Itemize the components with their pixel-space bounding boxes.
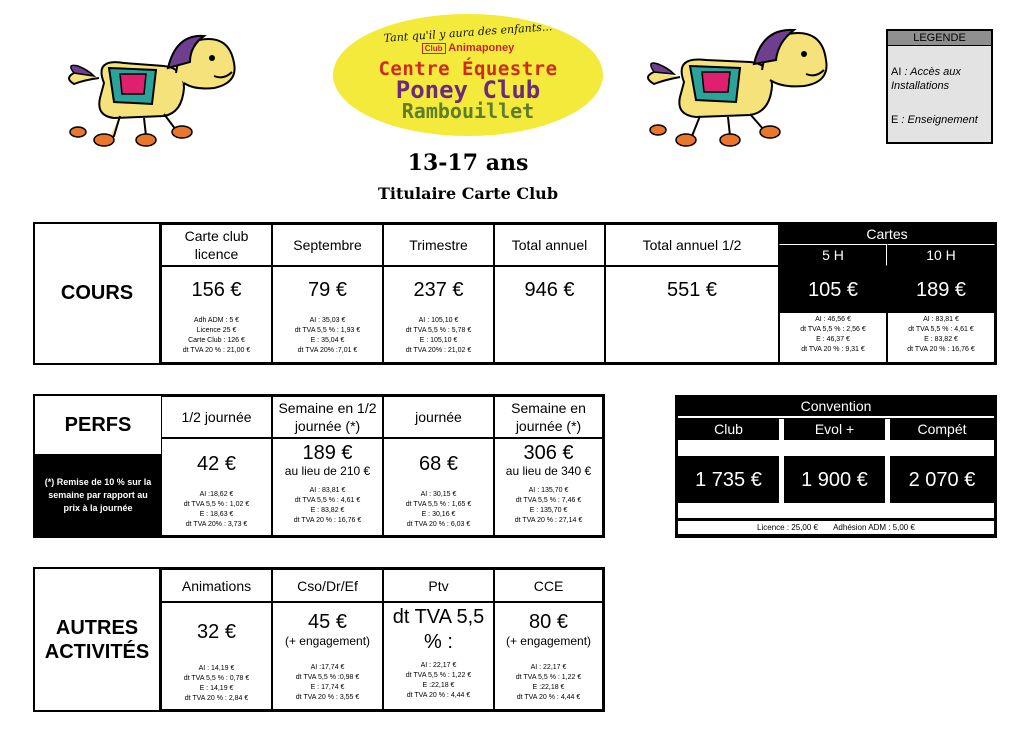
price-details: AI : 105,10 € dt TVA 5,5 % : 5,78 € E : 105,10 € dt TVA 20% : 21,02 €: [405, 317, 472, 354]
cours-label: COURS: [35, 224, 161, 363]
price: 32 €: [197, 621, 236, 643]
autres-cell: [161, 602, 272, 710]
price-details: Adh ADM : 5 € Licence 25 € Carte Club : 126 € dt TVA 20 % : 21,00 €: [182, 317, 251, 354]
price-note: (+ engagement): [505, 634, 592, 648]
cours-header: Septembre: [272, 224, 383, 266]
price: 189 €: [302, 442, 353, 464]
price: 156 €: [191, 279, 242, 301]
price: 237 €: [413, 279, 464, 301]
cartes-10h-cell: [887, 266, 995, 363]
autres-cell: [494, 602, 603, 710]
convention-price: 1 900 €: [801, 469, 868, 491]
perfs-cell: [161, 438, 272, 536]
price-note: (+ engagement): [284, 634, 371, 648]
price-details: AI : 35,03 € dt TVA 5,5 % : 1,93 € E : 35,04 € dt TVA 20% :7,01 €: [294, 317, 361, 354]
cours-header: Total annuel 1/2: [605, 224, 779, 266]
perfs-cell: [494, 438, 603, 536]
pony-right-icon: [642, 22, 842, 152]
cours-cell: [605, 266, 779, 363]
age-range-title: 13-17 ans: [407, 150, 529, 176]
price-details: AI : 83,81 € dt TVA 5,5 % : 4,61 € E : 83,82 € dt TVA 20 % : 16,76 €: [907, 316, 975, 353]
perfs-cell: [272, 438, 383, 536]
cartes-5h-cell: [779, 266, 887, 363]
autres-label: AUTRES ACTIVITÉS: [35, 569, 161, 710]
cours-cell: [383, 266, 494, 363]
club-logo: [333, 14, 603, 136]
cartes-10h-header: 10 H: [887, 244, 995, 266]
cours-header: Trimestre: [383, 224, 494, 266]
logo-line-2: Poney Club: [395, 76, 541, 104]
price-note: au lieu de 210 €: [284, 464, 371, 478]
convention-header: Club: [714, 421, 743, 437]
logo-brand: Club Animaponey: [333, 42, 603, 54]
pony-left-icon: [64, 28, 244, 153]
convention-title: Convention: [800, 398, 872, 414]
convention-header: Compét: [917, 421, 967, 437]
price-details: AI : 22,17 € dt TVA 5,5 % : 1,22 € E :22,18 € dt TVA 20 % : 4,44 €: [405, 662, 472, 699]
legend-e: E : Enseignement: [891, 114, 978, 126]
convention-price: 1 735 €: [695, 469, 762, 491]
price-details: AI : 22,17 € dt TVA 5,5 % : 1,22 € E :22,18 € dt TVA 20 % : 4,44 €: [515, 664, 582, 701]
legend-title: LEGENDE: [888, 31, 991, 46]
perfs-cell: [383, 438, 494, 536]
legend-ai: AI : Accès aux Installations: [891, 66, 961, 92]
price: 189 €: [888, 267, 994, 313]
perfs-header: 1/2 journée: [161, 396, 272, 438]
perfs-header: Semaine en 1/2 journée (*): [272, 396, 383, 438]
price-details: AI : 135,70 € dt TVA 5,5 % : 7,46 € E : 135,70 € dt TVA 20 % : 27,14 €: [514, 487, 583, 524]
perfs-note: (*) Remise de 10 % sur la semaine par rapport au prix à la journée: [35, 454, 161, 536]
logo-tagline: Tant qu'il y aura des enfants...: [383, 20, 553, 45]
price-details: AI :17,74 € dt TVA 5,5 % :0,98 € E : 17,74 € dt TVA 20 % : 3,55 €: [295, 664, 360, 701]
price-details: AI : 14,19 € dt TVA 5,5 % : 0,78 € E : 14,19 € dt TVA 20 % : 2,84 €: [183, 665, 250, 702]
cours-header: Carte club licence: [161, 224, 272, 266]
price-details: AI : 46,56 € dt TVA 5,5 % : 2,56 € E : 46,37 € dt TVA 20 % : 9,31 €: [800, 316, 866, 353]
cours-cell: [272, 266, 383, 363]
legend-box: [886, 29, 993, 144]
price: 80 €: [529, 611, 568, 633]
price: 306 €: [523, 442, 574, 464]
price: 45 €: [308, 611, 347, 633]
price: 551 €: [666, 279, 718, 301]
price-details: AI :18,62 € dt TVA 5,5 % : 1,02 € E : 18,63 € dt TVA 20% : 3,73 €: [183, 491, 250, 528]
autres-header: Cso/Dr/Ef: [272, 569, 383, 602]
price-details: AI : 30,15 € dt TVA 5,5 % : 1,65 € E : 30,16 € dt TVA 20 % : 6,03 €: [405, 491, 472, 528]
cartes-5h-header: 5 H: [779, 244, 887, 266]
logo-line-3: Rambouillet: [401, 99, 535, 123]
price: 68 €: [419, 453, 458, 475]
price: 105 €: [780, 267, 886, 313]
price: dt TVA 5,5 % :: [392, 606, 485, 653]
logo-line-1: Centre Équestre: [378, 58, 558, 80]
perfs-header: journée: [383, 396, 494, 438]
price: 946 €: [524, 279, 575, 301]
price-details: AI : 83,81 € dt TVA 5,5 % : 4,61 € E : 83,82 € dt TVA 20 % : 16,76 €: [293, 487, 362, 524]
autres-header: Animations: [161, 569, 272, 602]
price: 79 €: [308, 279, 347, 301]
autres-cell: [272, 602, 383, 710]
perfs-header: Semaine en journée (*): [494, 396, 603, 438]
price-note: au lieu de 340 €: [505, 464, 592, 478]
subtitle: Titulaire Carte Club: [377, 184, 558, 203]
cours-cell: [494, 266, 605, 363]
convention-price: 2 070 €: [908, 469, 976, 491]
perfs-label: PERFS: [64, 413, 132, 436]
convention-header: Evol +: [814, 421, 855, 437]
cours-cell: [161, 266, 272, 363]
price: 42 €: [197, 453, 236, 475]
convention-footer: Licence : 25,00 € Adhésion ADM : 5,00 €: [678, 521, 994, 534]
autres-header: CCE: [494, 569, 603, 602]
cartes-header: Cartes: [779, 224, 995, 244]
autres-header: Ptv: [383, 569, 494, 602]
cours-header: Total annuel: [494, 224, 605, 266]
autres-cell: [383, 602, 494, 710]
